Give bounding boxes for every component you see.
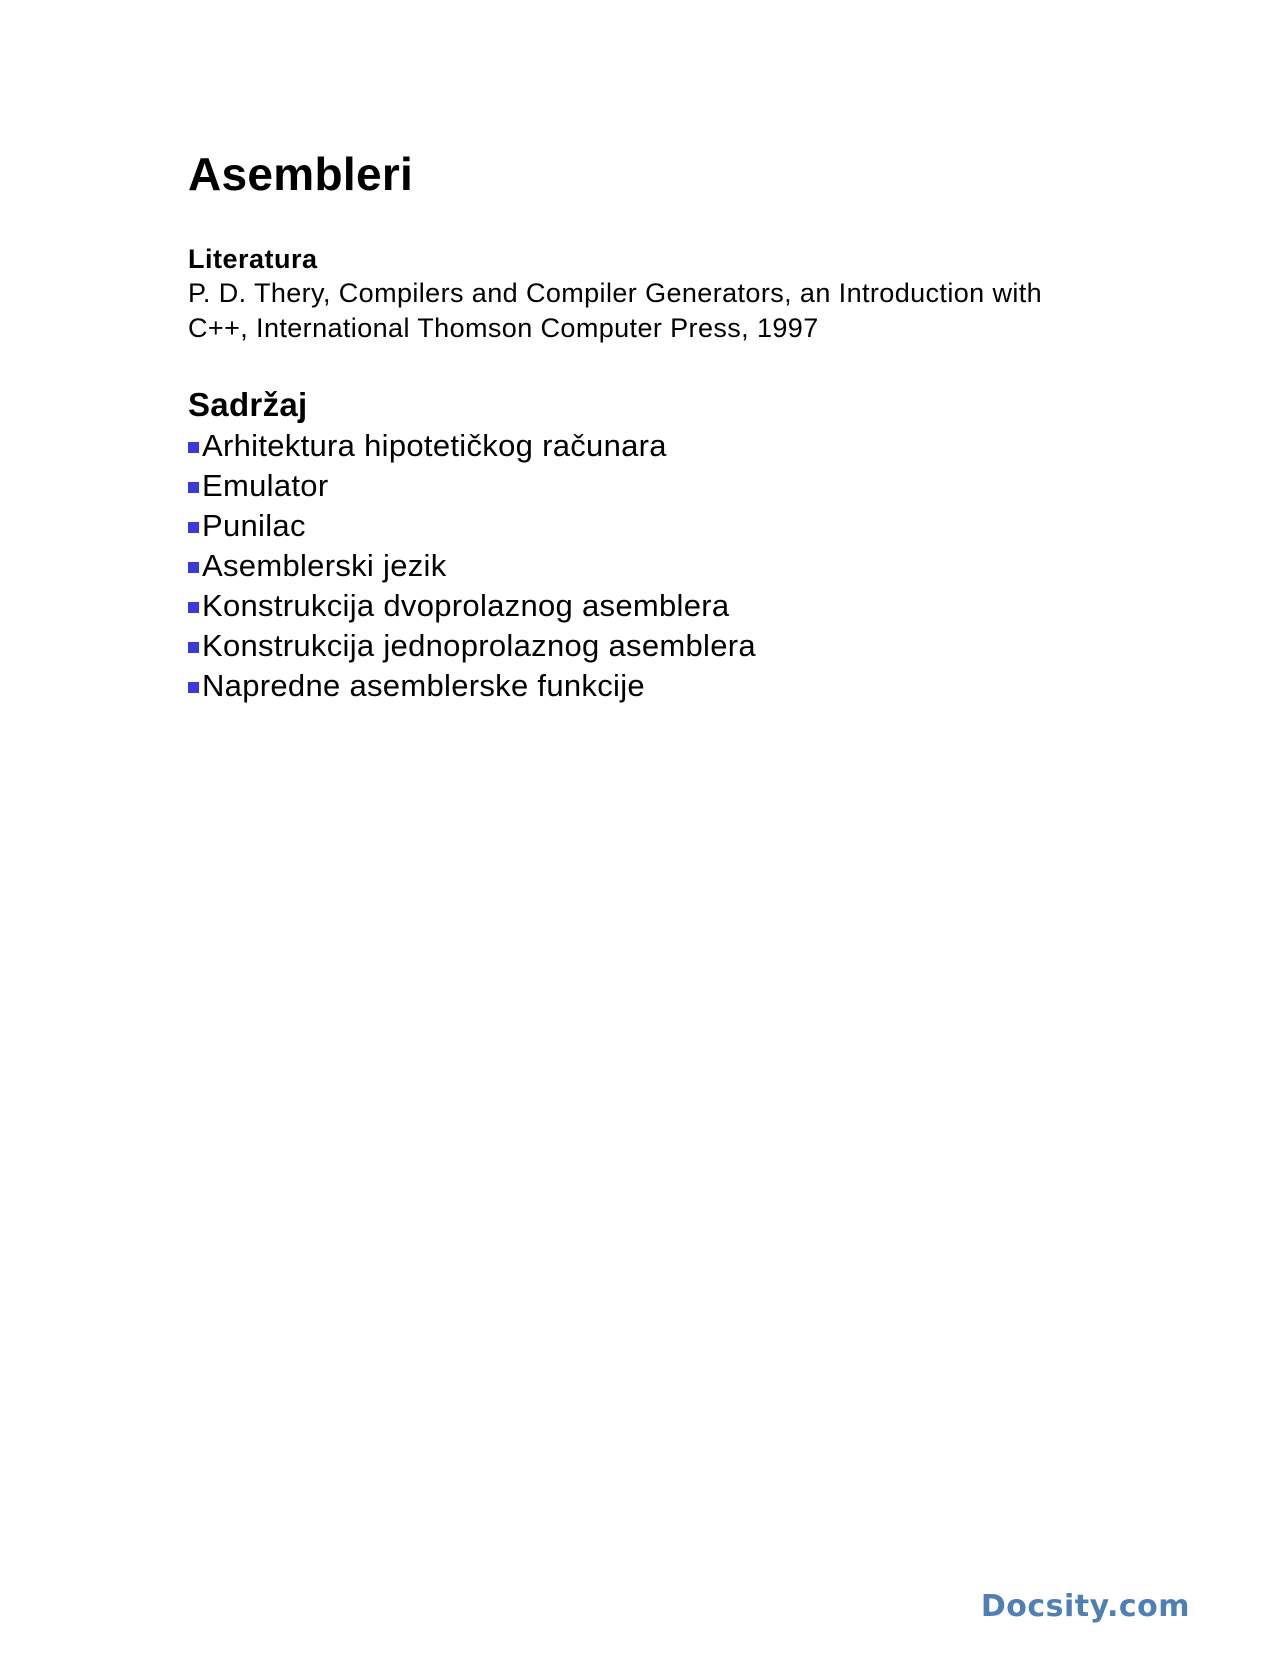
square-bullet-icon	[188, 682, 199, 693]
contents-list	[188, 426, 1108, 706]
square-bullet-icon	[188, 442, 199, 453]
list-item	[188, 546, 1108, 586]
literature-line-1: P. D. Thery, Compilers and Compiler Generators, an Introduction with	[188, 278, 1043, 308]
contents-section	[188, 384, 1108, 706]
list-item-label: Arhitektura hipotetičkog računara	[202, 428, 667, 463]
docsity-watermark[interactable]: Docsity.com	[980, 1589, 1190, 1624]
list-item	[188, 666, 1108, 706]
contents-heading: Sadržaj	[188, 386, 308, 423]
square-bullet-icon	[188, 522, 199, 533]
list-item-label: Asemblerski jezik	[202, 548, 447, 583]
list-item-label: Punilac	[202, 508, 306, 543]
list-item	[188, 586, 1108, 626]
literature-line-2: C++, International Thomson Computer Press, 1997	[188, 313, 819, 343]
square-bullet-icon	[188, 482, 199, 493]
list-item-label: Emulator	[202, 468, 329, 503]
square-bullet-icon	[188, 562, 199, 573]
square-bullet-icon	[188, 642, 199, 653]
list-item	[188, 626, 1108, 666]
document-content	[188, 146, 1108, 706]
document-title: Asembleri	[188, 148, 414, 200]
list-item	[188, 426, 1108, 466]
literature-section	[188, 242, 1108, 346]
list-item-label: Konstrukcija dvoprolaznog asemblera	[202, 588, 730, 623]
list-item	[188, 506, 1108, 546]
list-item	[188, 466, 1108, 506]
square-bullet-icon	[188, 602, 199, 613]
literature-heading: Literatura	[188, 244, 318, 274]
literature-reference	[188, 276, 1108, 346]
list-item-label: Konstrukcija jednoprolaznog asemblera	[202, 628, 756, 663]
list-item-label: Napredne asemblerske funkcije	[202, 668, 645, 703]
